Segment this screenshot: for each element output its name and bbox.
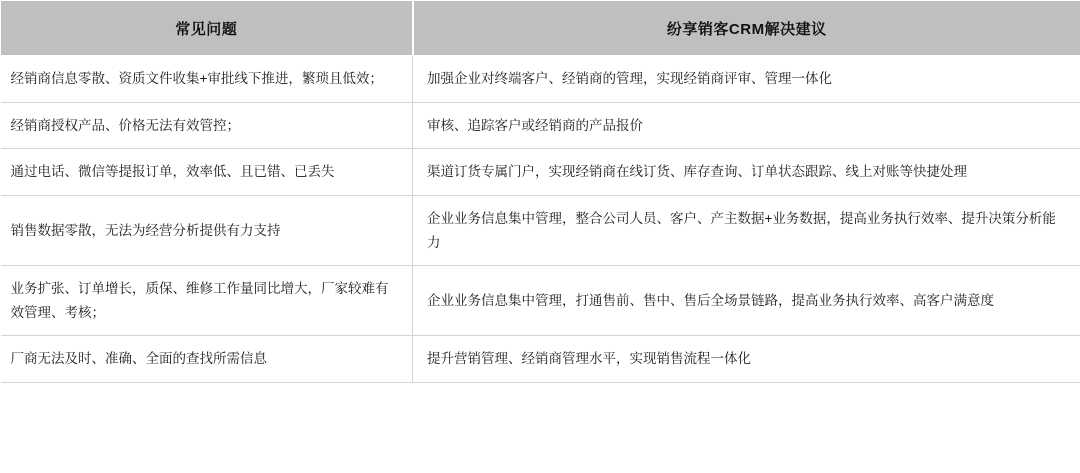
- issue-cell: 销售数据零散，无法为经营分析提供有力支持: [1, 195, 413, 265]
- issue-cell: 业务扩张、订单增长，质保、维修工作量同比增大，厂家较难有效管理、考核；: [1, 266, 413, 336]
- table-row: [1, 102, 1080, 149]
- table-row: [1, 266, 1080, 336]
- column-header-solutions: 纷享销客CRM解决建议: [413, 1, 1080, 56]
- solution-cell: 审核、追踪客户或经销商的产品报价: [413, 102, 1080, 149]
- table-row: [1, 149, 1080, 196]
- table-row: [1, 336, 1080, 383]
- table-row: [1, 56, 1080, 103]
- issue-cell: 通过电话、微信等提报订单，效率低、且已错、已丢失: [1, 149, 413, 196]
- solution-cell: 加强企业对终端客户、经销商的管理，实现经销商评审、管理一体化: [413, 56, 1080, 103]
- issue-cell: 厂商无法及时、准确、全面的查找所需信息: [1, 336, 413, 383]
- solution-cell: 渠道订货专属门户，实现经销商在线订货、库存查询、订单状态跟踪、线上对账等快捷处理: [413, 149, 1080, 196]
- issue-cell: 经销商信息零散、资质文件收集+审批线下推进，繁琐且低效；: [1, 56, 413, 103]
- issue-cell: 经销商授权产品、价格无法有效管控；: [1, 102, 413, 149]
- table-row: [1, 195, 1080, 265]
- table-body: [1, 56, 1080, 383]
- table-head: [1, 1, 1080, 56]
- solution-cell: 企业业务信息集中管理，打通售前、售中、售后全场景链路，提高业务执行效率、高客户满意度: [413, 266, 1080, 336]
- column-header-issues: 常见问题: [1, 1, 413, 56]
- solution-cell: 提升营销管理、经销商管理水平，实现销售流程一体化: [413, 336, 1080, 383]
- solution-cell: 企业业务信息集中管理，整合公司人员、客户、产主数据+业务数据，提高业务执行效率、提升决策分析能力: [413, 195, 1080, 265]
- table-header-row: [1, 1, 1080, 56]
